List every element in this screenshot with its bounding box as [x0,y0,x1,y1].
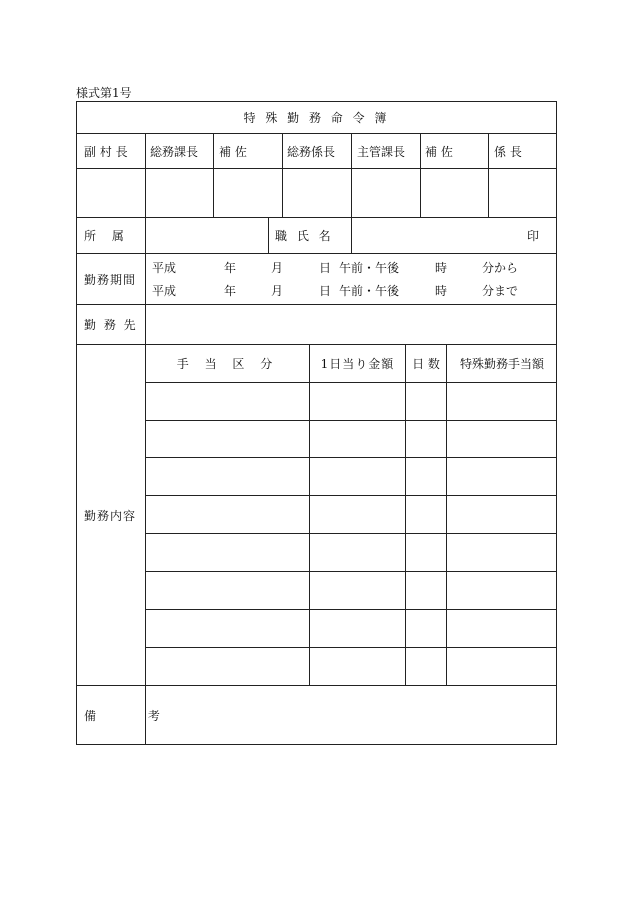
approver-vice-mayor: 副 村 長 [84,144,128,159]
divider [145,217,146,745]
form-number: 様式第1号 [76,86,132,100]
divider [282,133,283,218]
remarks-field[interactable] [146,686,556,744]
divider [145,420,557,421]
remarks-label: 備 考 [84,708,184,723]
approver-managing-chief: 主管課長 [357,144,406,159]
divider [145,647,557,648]
approver-general-affairs-chief: 総務課長 [150,144,199,159]
approver-assistant-1: 補 佐 [219,144,247,159]
workplace-field[interactable] [146,305,556,344]
divider [420,133,421,218]
form-border [76,101,557,745]
divider [76,168,557,169]
affiliation-label: 所 属 [84,229,130,243]
period-label: 勤務期間 [84,272,137,287]
divider [145,382,557,383]
name-label: 職 氏 名 [275,229,334,243]
form-title-text: 特 殊 勤 務 命 令 簿 [243,111,390,125]
divider [145,495,557,496]
divider [213,133,214,218]
divider [145,133,146,218]
name-field[interactable] [352,218,527,253]
divider [309,344,310,685]
divider [145,609,557,610]
affiliation-field[interactable] [146,218,268,253]
divider [351,133,352,218]
workplace-label: 勤 務 先 [84,318,138,332]
duty-order-form: 特 殊 勤 務 命 令 簿 副 村 長 総務課長 補 佐 総務係長 主管課長 補 佐 係 長 所 属 職 氏 名 印 勤務期間 平成 年 月 日 午前・午後 時 分から 平成 年 月 日 午前・午後 時 分まで 勤 務 先 勤務内容 手 当 区 分 1日当り金額 日 数 特殊勤務手当額 備 考 [76,101,557,745]
divider [488,133,489,218]
header-daily-amount: 1日当り金額 [320,357,395,371]
header-days: 日 数 [412,357,440,371]
content-label: 勤務内容 [84,508,137,523]
approver-assistant-2: 補 佐 [425,144,453,159]
form-title [76,101,557,134]
divider [268,217,269,254]
divider [145,571,557,572]
approver-section-chief: 係 長 [494,144,522,159]
divider [145,457,557,458]
divider [145,533,557,534]
header-special-allowance: 特殊勤務手当額 [459,357,544,371]
approver-general-affairs-section-chief: 総務係長 [287,144,336,159]
header-allowance-category: 手 当 区 分 [176,357,279,371]
divider [76,253,557,254]
divider [405,344,406,685]
divider [446,344,447,685]
seal-mark: 印 [527,229,540,243]
